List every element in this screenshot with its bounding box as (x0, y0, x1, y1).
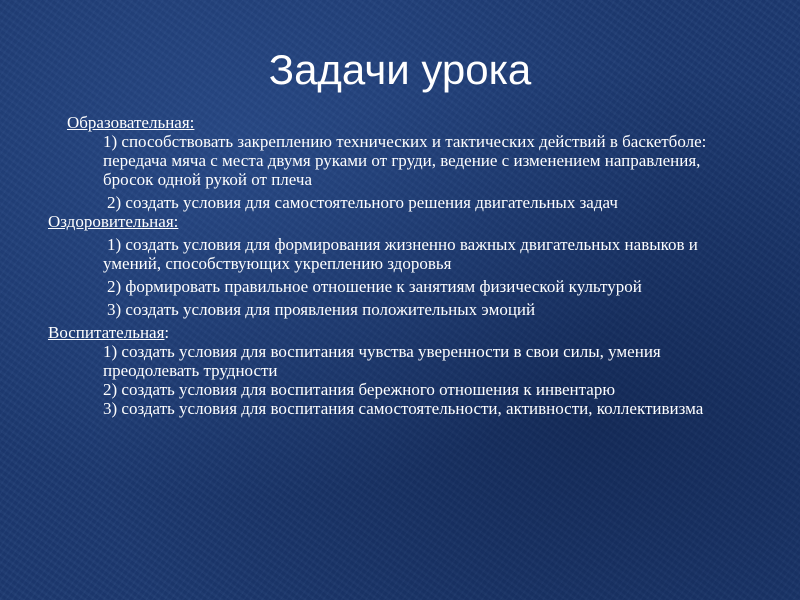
health-task-3: 3) создать условия для проявления положительных эмоций (107, 300, 536, 319)
upbringing-task-3: 3) создать условия для воспитания самостоятельности, активности, коллективизма (103, 399, 704, 418)
section-heading-health: Оздоровительная: (48, 212, 179, 231)
educational-task-1: 1) способствовать закреплению технических и тактических действий в баскетболе: передача мяча с места двумя руками от груди, ведение с изменением направления, бросок одной рукой от плеча (103, 132, 707, 189)
section-heading-upbringing-colon: : (164, 323, 170, 342)
upbringing-task-2: 2) создать условия для воспитания бережного отношения к инвентарю (103, 380, 616, 399)
upbringing-task-1: 1) создать условия для воспитания чувства уверенности в свои силы, умения преодолевать трудности (103, 342, 661, 380)
health-task-1: 1) создать условия для формирования жизненно важных двигательных навыков и умений, способствующих укреплению здоровья (103, 235, 698, 273)
slide-body (0, 113, 780, 418)
section-heading-educational: Образовательная: (67, 113, 195, 132)
health-task-2: 2) формировать правильное отношение к занятиям физической культурой (107, 277, 642, 296)
slide-title: Задачи урока (268, 46, 532, 93)
section-heading-upbringing-label: Воспитательная (48, 323, 165, 342)
educational-task-2: 2) создать условия для самостоятельного решения двигательных задач (107, 193, 618, 212)
section-heading-upbringing (0, 323, 780, 342)
